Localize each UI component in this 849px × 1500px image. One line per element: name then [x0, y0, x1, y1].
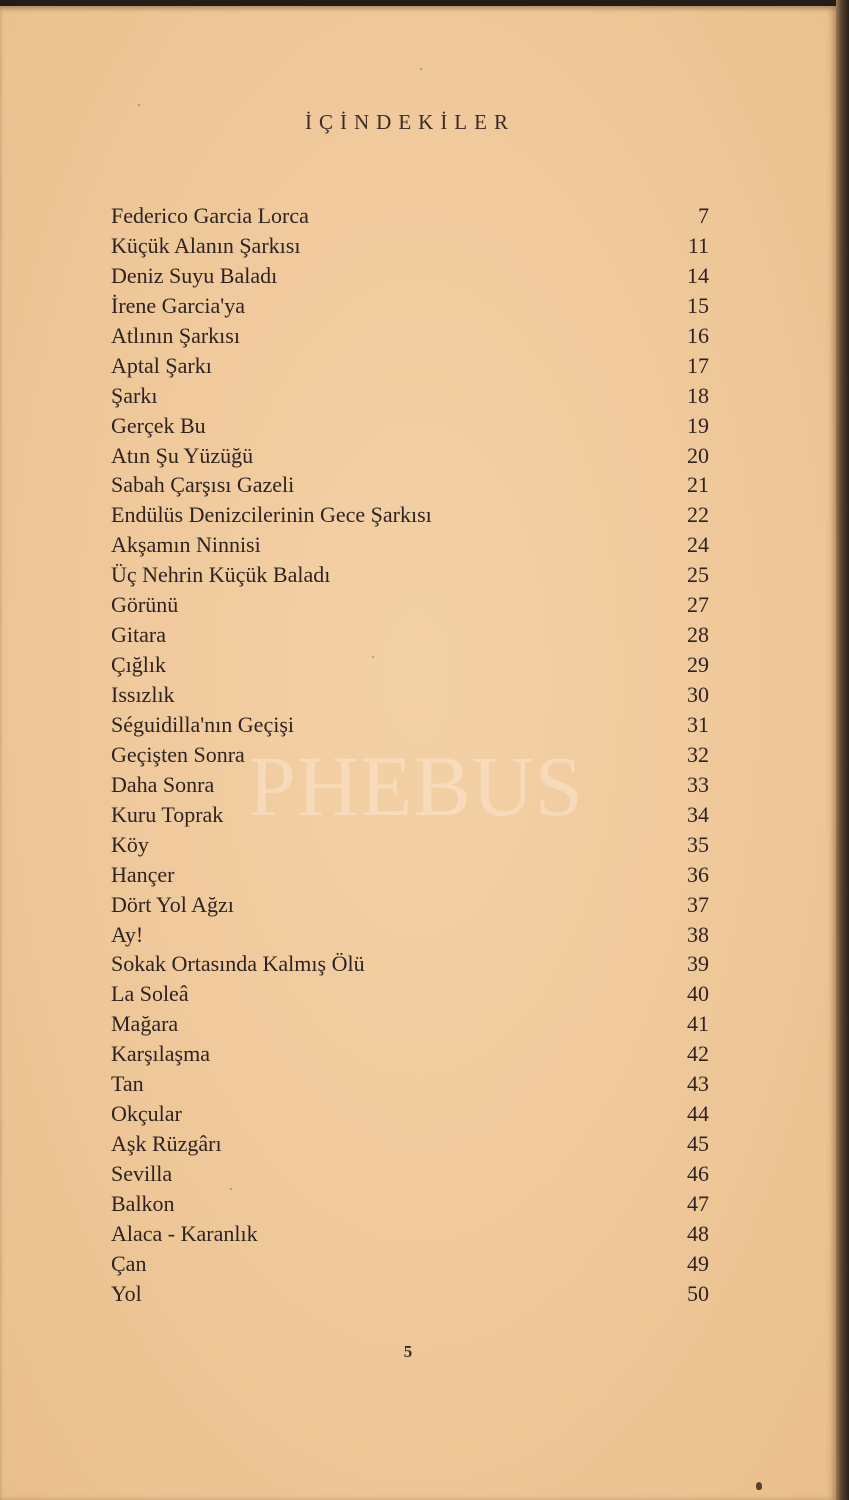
paper-speck	[230, 1188, 232, 1190]
toc-entry-title: Üç Nehrin Küçük Baladı	[111, 562, 331, 588]
toc-entry	[111, 620, 709, 650]
toc-entry-title: Köy	[111, 831, 149, 857]
toc-entry-title: Séguidilla'nın Geçişi	[111, 711, 294, 737]
toc-entry	[111, 530, 709, 560]
toc-entry	[111, 1009, 709, 1039]
toc-entry-title: Küçük Alanın Şarkısı	[111, 232, 301, 258]
toc-entry	[111, 321, 709, 351]
toc-entry	[111, 710, 709, 740]
toc-entry-title: Tan	[111, 1071, 144, 1097]
toc-entry	[111, 770, 709, 800]
toc-entry-title: Karşılaşma	[111, 1041, 210, 1067]
table-of-contents	[111, 201, 709, 1309]
toc-entry-title: Görünü	[111, 592, 179, 618]
toc-entry	[111, 231, 709, 261]
toc-heading: İÇİNDEKİLER	[305, 110, 515, 134]
toc-entry-page: 22	[687, 502, 709, 528]
toc-entry	[111, 261, 709, 291]
toc-entry-title: Dört Yol Ağzı	[111, 891, 234, 917]
toc-entry-page: 44	[687, 1101, 709, 1127]
toc-entry	[111, 890, 709, 920]
toc-entry-title: Sevilla	[111, 1161, 173, 1186]
toc-entry-page: 46	[687, 1161, 709, 1186]
toc-entry-page: 17	[687, 352, 709, 378]
toc-entry	[111, 1099, 709, 1129]
toc-entry-title: Mağara	[111, 1011, 179, 1037]
toc-entry	[111, 1069, 709, 1099]
toc-entry-title: Alaca - Karanlık	[111, 1220, 258, 1246]
watermark: PHEBUS	[248, 738, 584, 834]
toc-entry	[111, 351, 709, 381]
book-spine-edge	[836, 0, 849, 1500]
toc-entry-page: 18	[687, 382, 709, 408]
toc-entry-page: 15	[687, 292, 709, 318]
toc-entry-page: 28	[687, 622, 709, 648]
toc-entry	[111, 860, 709, 890]
toc-entry-page: 25	[687, 562, 709, 588]
toc-entry	[111, 800, 709, 830]
toc-entry-title: Aptal Şarkı	[111, 352, 212, 378]
toc-entry-page: 29	[687, 652, 709, 678]
toc-entry	[111, 1249, 709, 1279]
toc-entry-page: 24	[687, 532, 709, 558]
toc-entry	[111, 1129, 709, 1159]
toc-entry	[111, 201, 709, 231]
toc-entry-title: İrene Garcia'ya	[111, 292, 246, 318]
toc-entry-page: 14	[687, 262, 709, 288]
toc-entry-title: Aşk Rüzgârı	[111, 1131, 222, 1157]
toc-entry-page: 19	[687, 412, 709, 438]
book-page	[0, 6, 836, 1500]
toc-entry	[111, 949, 709, 979]
toc-entry	[111, 441, 709, 471]
toc-entry	[111, 1279, 709, 1309]
toc-entry	[111, 560, 709, 590]
toc-entry-title: Akşamın Ninnisi	[111, 532, 261, 558]
toc-entry	[111, 1219, 709, 1249]
toc-entry-title: Ay!	[111, 921, 144, 947]
toc-entry-page: 42	[687, 1041, 709, 1067]
toc-entry-page: 16	[687, 322, 709, 348]
toc-entry-title: Hançer	[111, 861, 175, 887]
paper-speck	[372, 656, 374, 658]
toc-entry-page: 49	[687, 1250, 709, 1276]
toc-entry-title: Gerçek Bu	[111, 412, 206, 438]
toc-entry-title: Federico Garcia Lorca	[111, 203, 309, 228]
toc-entry-title: Atlının Şarkısı	[111, 322, 240, 348]
toc-entry	[111, 650, 709, 680]
toc-entry	[111, 979, 709, 1009]
toc-entry-title: Issızlık	[111, 682, 175, 707]
toc-entry	[111, 411, 709, 441]
toc-entry-title: Yol	[111, 1280, 142, 1306]
toc-entry-page: 40	[687, 981, 709, 1007]
toc-entry-title: Sabah Çarşısı Gazeli	[111, 472, 295, 498]
toc-entry	[111, 291, 709, 321]
toc-entry	[111, 830, 709, 860]
toc-entry	[111, 381, 709, 411]
toc-entry-title: La Soleâ	[111, 981, 189, 1007]
toc-entry-page: 37	[687, 891, 709, 917]
paper-speck	[138, 104, 140, 106]
corner-blemish	[756, 1482, 762, 1490]
toc-entry-title: Atın Şu Yüzüğü	[111, 442, 254, 468]
toc-entry-page: 11	[687, 232, 709, 258]
toc-entry-title: Daha Sonra	[111, 771, 215, 797]
toc-entry-page: 50	[687, 1280, 709, 1306]
toc-entry	[111, 920, 709, 950]
toc-entry	[111, 680, 709, 710]
toc-entry-page: 27	[687, 592, 709, 618]
toc-entry-title: Sokak Ortasında Kalmış Ölü	[111, 951, 365, 977]
toc-entry-page: 39	[687, 951, 709, 977]
toc-entry-page: 47	[687, 1190, 709, 1216]
page-number: 5	[403, 1342, 413, 1361]
toc-entry-title: Çan	[111, 1250, 147, 1276]
toc-entry-title: Şarkı	[111, 382, 158, 408]
toc-entry-page: 31	[687, 711, 709, 737]
toc-entry-title: Deniz Suyu Baladı	[111, 262, 278, 288]
toc-entry	[111, 500, 709, 530]
toc-entry-page: 20	[687, 442, 709, 468]
toc-entry-title: Kuru Toprak	[111, 801, 224, 827]
toc-entry-page: 35	[687, 831, 709, 857]
toc-entry	[111, 470, 709, 500]
toc-entry-page: 43	[687, 1071, 709, 1097]
toc-entry-page: 32	[687, 741, 709, 767]
toc-entry-page: 45	[687, 1131, 709, 1157]
paper-speck	[420, 68, 422, 70]
toc-entry-page: 36	[687, 861, 709, 887]
toc-entry-page: 33	[687, 771, 709, 797]
toc-entry-page: 34	[687, 801, 709, 827]
toc-entry	[111, 1159, 709, 1189]
toc-entry	[111, 740, 709, 770]
toc-entry-title: Geçişten Sonra	[111, 741, 245, 767]
toc-entry-page: 30	[687, 682, 709, 707]
toc-entry-title: Gitara	[111, 622, 166, 648]
toc-entry-title: Balkon	[111, 1190, 175, 1216]
toc-entry-title: Okçular	[111, 1101, 182, 1127]
toc-entry	[111, 1039, 709, 1069]
toc-entry-page: 7	[698, 203, 709, 228]
toc-entry	[111, 1189, 709, 1219]
toc-entry-page: 48	[687, 1220, 709, 1246]
toc-entry-page: 38	[687, 921, 709, 947]
toc-entry-page: 41	[687, 1011, 709, 1037]
toc-entry	[111, 590, 709, 620]
toc-entry-title: Endülüs Denizcilerinin Gece Şarkısı	[111, 502, 432, 528]
toc-entry-title: Çığlık	[111, 652, 167, 678]
toc-entry-page: 21	[687, 472, 709, 498]
